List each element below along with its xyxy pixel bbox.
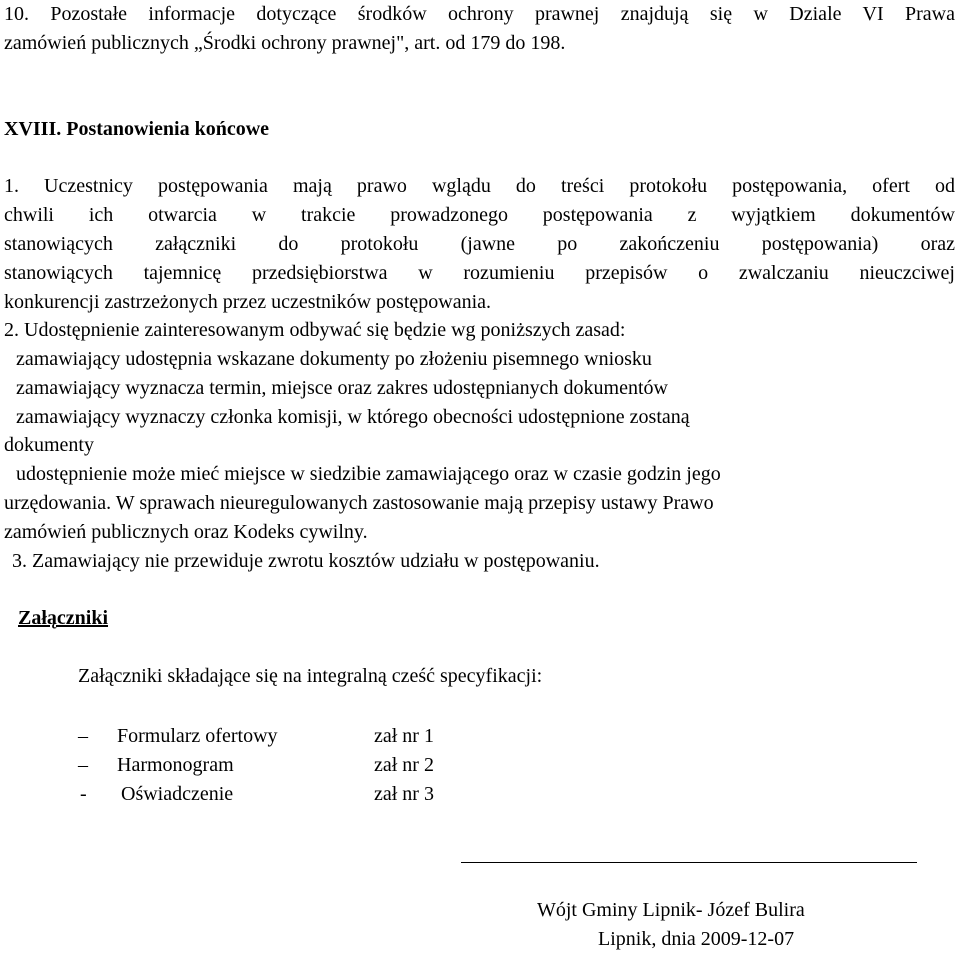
paragraph2-intro: 2. Udostępnienie zainteresowanym odbywać się będzie wg poniższych zasad: [4, 319, 626, 341]
rule-item-4-continued-2: zamówień publicznych oraz Kodeks cywilny. [4, 521, 368, 543]
list-dash: - [80, 783, 87, 805]
paragraph1-line4: stanowiących tajemnicę przedsiębiorstwa w rozumieniu przepisów o zwalczaniu nieuczciwej [4, 262, 955, 284]
section10-line2: zamówień publicznych „Środki ochrony prawnej", art. od 179 do 198. [4, 32, 566, 54]
signature-name: Wójt Gminy Lipnik- Józef Bulira [537, 899, 805, 921]
rule-item-3-continued: dokumenty [4, 434, 94, 456]
section10-line1: 10. Pozostałe informacje dotyczące środków ochrony prawnej znajdują się w Dziale VI Prawa [4, 3, 955, 25]
attachments-intro: Załączniki składające się na integralną cześć specyfikacji: [78, 665, 543, 687]
attachment-name: Oświadczenie [121, 783, 234, 805]
paragraph1-line1: 1. Uczestnicy postępowania mają prawo wglądu do treści protokołu postępowania, ofert od [4, 175, 955, 197]
section-heading-postanowienia: XVIII. Postanowienia końcowe [4, 118, 270, 140]
rule-item-1: zamawiający udostępnia wskazane dokumenty po złożeniu pisemnego wniosku [16, 348, 652, 370]
rule-item-4: udostępnienie może mieć miejsce w siedzibie zamawiającego oraz w czasie godzin jego [16, 463, 721, 485]
attachment-name: Formularz ofertowy [117, 725, 278, 747]
rule-item-3: zamawiający wyznaczy członka komisji, w którego obecności udostępnione zostaną [16, 406, 690, 428]
paragraph1-line2: chwili ich otwarcia w trakcie prowadzonego postępowania z wyjątkiem dokumentów [4, 204, 955, 226]
attachment-ref: zał nr 2 [374, 754, 434, 776]
signature-place-date: Lipnik, dnia 2009-12-07 [598, 928, 795, 950]
attachments-heading: Załączniki [18, 607, 109, 629]
list-dash: – [78, 725, 88, 747]
paragraph1-line5: konkurencji zastrzeżonych przez uczestników postępowania. [4, 291, 492, 313]
paragraph3: 3. Zamawiający nie przewiduje zwrotu kosztów udziału w postępowaniu. [12, 550, 600, 572]
signature-line [461, 862, 917, 863]
attachment-name: Harmonogram [117, 754, 234, 776]
attachment-ref: zał nr 1 [374, 725, 434, 747]
attachment-ref: zał nr 3 [374, 783, 434, 805]
paragraph1-line3: stanowiących załączniki do protokołu (jawne po zakończeniu postępowania) oraz [4, 233, 955, 255]
rule-item-4-continued: urzędowania. W sprawach nieuregulowanych zastosowanie mają przepisy ustawy Prawo [4, 492, 714, 514]
list-dash: – [78, 754, 88, 776]
rule-item-2: zamawiający wyznacza termin, miejsce oraz zakres udostępnianych dokumentów [16, 377, 668, 399]
